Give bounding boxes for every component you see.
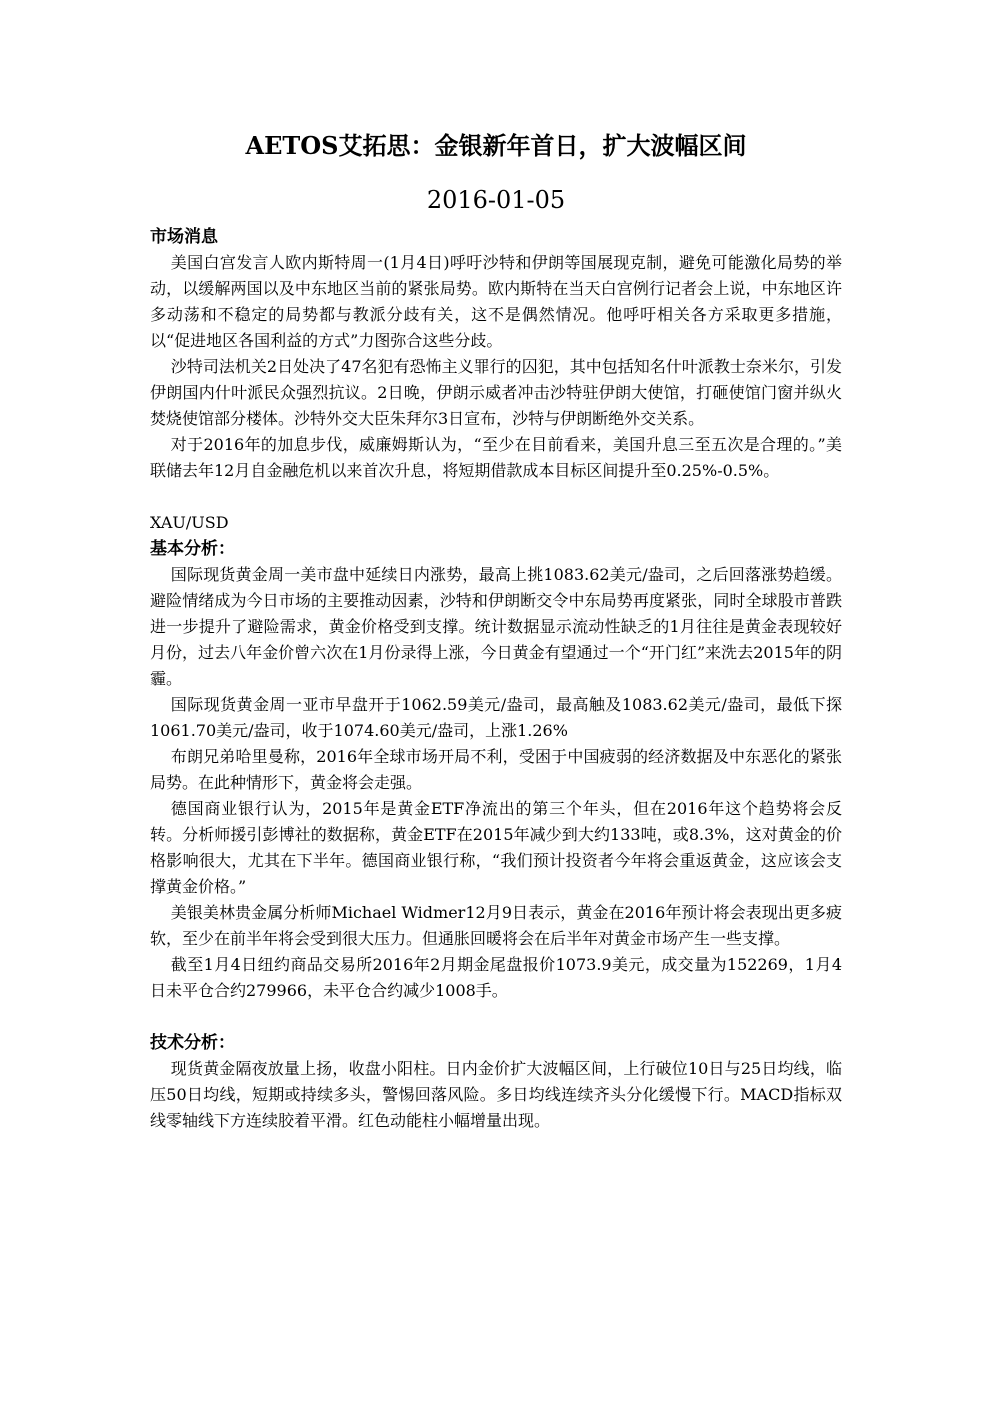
market-news-paragraph: 美国白宫发言人欧内斯特周一(1月4日)呼吁沙特和伊朗等国展现克制，避免可能激化局势的举动，以缓解两国以及中东地区当前的紧张局势。欧内斯特在当天白宫例行记者会上说，中东地区许多动荡和不稳定的局势都与教派分歧有关，这不是偶然情况。他呼吁相关各方采取更多措施，以“促进地区各国利益的方式”力图弥合这些分歧。 — [150, 253, 842, 350]
fundamental-paragraph: 布朗兄弟哈里曼称，2016年全球市场开局不利，受困于中国疲弱的经济数据及中东恶化的紧张局势。在此种情形下，黄金将会走强。 — [150, 747, 842, 792]
fundamental-paragraph: 德国商业银行认为，2015年是黄金ETF净流出的第三个年头，但在2016年这个趋势将会反转。分析师援引彭博社的数据称，黄金ETF在2015年减少到大约133吨，或8.3%，这对黄金的价格影响很大，尤其在下半年。德国商业银行称，“我们预计投资者今年将会重返黄金，这应该会支撑黄金价格。” — [150, 799, 842, 896]
document-title: AETOS艾拓思：金银新年首日，扩大波幅区间 — [245, 131, 747, 160]
market-news-paragraph: 沙特司法机关2日处决了47名犯有恐怖主义罪行的囚犯，其中包括知名什叶派教士奈米尔，引发伊朗国内什叶派民众强烈抗议。2日晚，伊朗示威者冲击沙特驻伊朗大使馆，打砸使馆门窗并纵火焚烧使馆部分楼体。沙特外交大臣朱拜尔3日宣布，沙特与伊朗断绝外交关系。 — [150, 357, 842, 428]
fundamental-analysis-heading: 基本分析： — [150, 539, 235, 559]
instrument-symbol: XAU/USD — [150, 513, 229, 532]
document-date: 2016-01-05 — [426, 186, 566, 214]
fundamental-paragraph: 国际现货黄金周一亚市早盘开于1062.59美元/盎司，最高触及1083.62美元/盎司，最低下探1061.70美元/盎司，收于1074.60美元/盎司，上涨1.26% — [150, 695, 842, 740]
market-news-heading: 市场消息 — [150, 227, 218, 247]
technical-paragraph: 现货黄金隔夜放量上扬，收盘小阳柱。日内金价扩大波幅区间，上行破位10日与25日均线，临压50日均线，短期或持续多头，警惕回落风险。多日均线连续齐头分化缓慢下行。MACD指标双线零轴线下方连续胶着平滑。红色动能柱小幅增量出现。 — [150, 1059, 842, 1130]
fundamental-paragraph: 截至1月4日纽约商品交易所2016年2月期金尾盘报价1073.9美元，成交量为152269，1月4日未平仓合约279966，未平仓合约减少1008手。 — [150, 955, 842, 1000]
document-body — [150, 224, 842, 1134]
technical-analysis-heading: 技术分析： — [150, 1033, 235, 1053]
fundamental-paragraph: 美银美林贵金属分析师Michael Widmer12月9日表示，黄金在2016年预计将会表现出更多疲软，至少在前半年将会受到很大压力。但通胀回暖将会在后半年对黄金市场产生一些支撑。 — [150, 903, 842, 948]
section-spacer — [150, 1004, 842, 1030]
fundamental-paragraph: 国际现货黄金周一美市盘中延续日内涨势，最高上挑1083.62美元/盎司，之后回落涨势趋缓。避险情绪成为今日市场的主要推动因素，沙特和伊朗断交令中东局势再度紧张，同时全球股市普跌进一步提升了避险需求，黄金价格受到支撑。统计数据显示流动性缺乏的1月往往是黄金表现较好月份，过去八年金价曾六次在1月份录得上涨，今日黄金有望通过一个“开门红”来洗去2015年的阴霾。 — [150, 565, 842, 688]
section-spacer — [150, 484, 842, 510]
market-news-paragraph: 对于2016年的加息步伐，威廉姆斯认为，“至少在目前看来，美国升息三至五次是合理的。”美联储去年12月自金融危机以来首次升息，将短期借款成本目标区间提升至0.25%-0.5%。 — [150, 435, 842, 480]
